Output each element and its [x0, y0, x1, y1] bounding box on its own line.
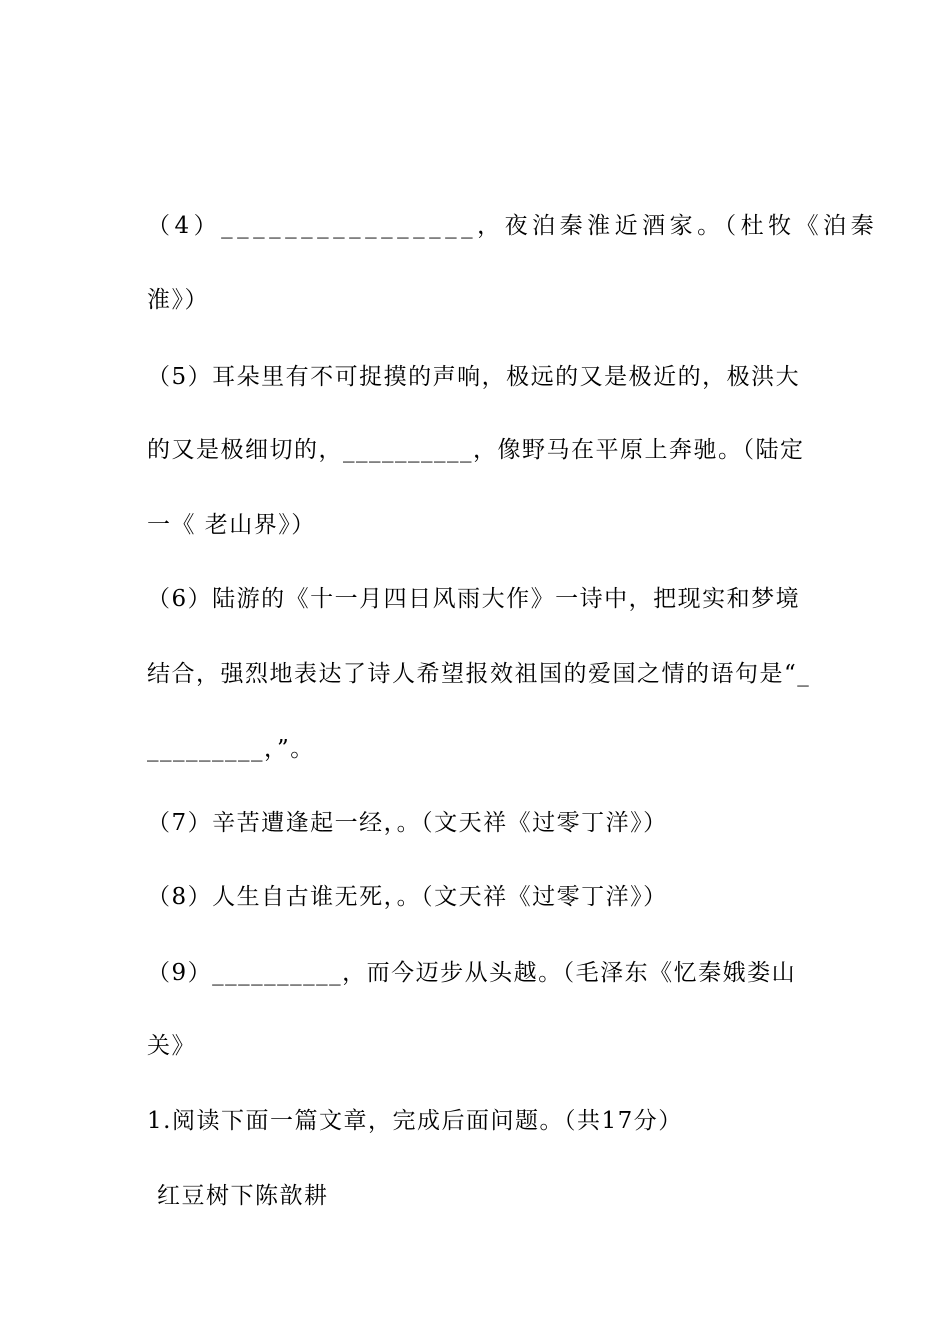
question-5-line-3: 一《 老山界》） — [147, 512, 316, 538]
question-5-line-1: （5）耳朵里有不可捉摸的声响，极远的又是极近的，极洪大 — [147, 364, 801, 390]
question-4-line-2: 淮》） — [147, 287, 209, 313]
reading-instruction: 1.阅读下面一篇文章，完成后面问题。（共17分） — [147, 1108, 683, 1134]
question-5-line-2: 的又是极细切的，__________，像野马在平原上奔驰。（陆定 — [147, 437, 805, 463]
question-6-line-2: 结合，强烈地表达了诗人希望报效祖国的爱国之情的语句是“_ — [147, 661, 811, 687]
question-7-line: （7）辛苦遭逢起一经，。（文天祥《过零丁洋》） — [147, 810, 668, 836]
question-6-line-3: _________，”。 — [147, 736, 315, 762]
question-6-line-1: （6）陆游的《十一月四日风雨大作》一诗中，把现实和梦境 — [147, 586, 801, 612]
article-title-author: 红豆树下陈歆耕 — [157, 1183, 329, 1209]
question-8-line: （8）人生自古谁无死，。（文天祥《过零丁洋》） — [147, 884, 668, 910]
question-9-line-1: （9）__________，而今迈步从头越。（毛泽东《忆秦娥娄山 — [147, 960, 797, 986]
question-4-line-1: （4）________________，夜泊秦淮近酒家。（杜牧《泊秦 — [147, 213, 879, 239]
question-9-line-2: 关》 — [147, 1033, 196, 1059]
